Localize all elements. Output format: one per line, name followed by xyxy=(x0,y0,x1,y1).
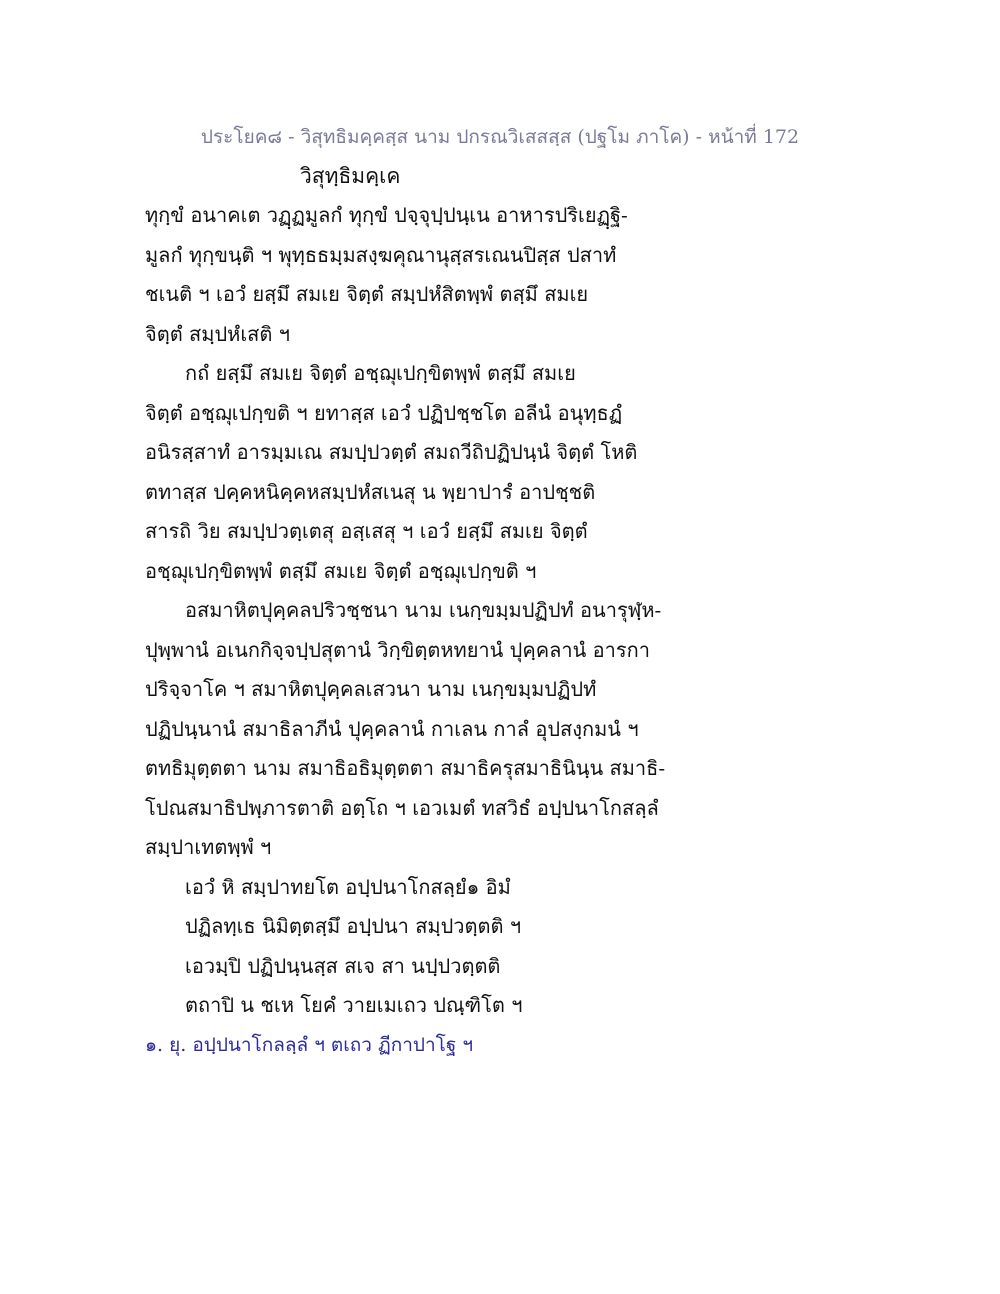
text-line: จิตฺตํ อชฺฌุเปกฺขติ ฯ ยทาสฺส เอวํ ปฏิปชฺชโต อลีนํ อนุทฺธฏํ xyxy=(145,400,623,425)
text-line: ปฏิปนฺนานํ สมาธิลาภีนํ ปุคฺคลานํ กาเลน กาลํ อุปสงฺกมนํ ฯ xyxy=(145,716,639,741)
text-line: ตทธิมุตฺตตา นาม สมาธิอธิมุตฺตตา สมาธิครุสมาธินินฺน สมาธิ- xyxy=(145,756,666,780)
footnote: ๑. ยุ. อปฺปนาโกลลฺลํ ฯ ตเถว ฏีกาปาโฐ ฯ xyxy=(145,1034,474,1056)
verse-line: ปฏิลทฺเธ นิมิตฺตสฺมึ อปฺปนา สมฺปวตฺตติ ฯ xyxy=(185,914,522,938)
text-line: ตทาสฺส ปคฺคหนิคฺคหสมฺปหํสเนสุ น พฺยาปารํ อาปชฺชติ xyxy=(145,479,596,504)
text-line: ทุกฺขํ อนาคเต วฏฺฏมูลกํ ทุกฺขํ ปจฺจุปฺปนฺเน อาหารปริเยฏฺฐิ- xyxy=(145,203,628,227)
text-line: อนิรสฺสาทํ อารมฺมเณ สมปฺปวตฺตํ สมถวีถิปฏิปนฺนํ จิตฺตํ โหติ xyxy=(145,440,638,464)
body-text xyxy=(145,196,865,1026)
text-line: ปุพฺพานํ อเนกกิจฺจปฺปสุตานํ วิกฺขิตฺตหทยานํ ปุคฺคลานํ อารกา xyxy=(145,637,650,662)
text-line: อสมาหิตปุคฺคลปริวชฺชนา นาม เนกฺขมฺมปฏิปทํ อนารุฬฺห- xyxy=(185,598,662,622)
text-line: ชเนติ ฯ เอวํ ยสฺมึ สมเย จิตฺตํ สมฺปหํสิตพฺพํ ตสฺมึ สมเย xyxy=(145,282,589,306)
text-line: ปริจฺจาโค ฯ สมาหิตปุคฺคลเสวนา นาม เนกฺขมฺมปฏิปทํ xyxy=(145,677,597,701)
section-title: วิสุทฺธิมคฺเค xyxy=(300,164,401,188)
text-line: สารถิ วิย สมปฺปวตฺเตสุ อสฺเสสุ ฯ เอวํ ยสฺมึ สมเย จิตฺตํ xyxy=(145,519,588,543)
text-line: โปณสมาธิปพฺภารตาติ อตฺโถ ฯ เอวเมตํ ทสวิธํ อปฺปนาโกสลฺลํ xyxy=(145,795,659,820)
text-line: กถํ ยสฺมึ สมเย จิตฺตํ อชฺฌุเปกฺขิตพฺพํ ตสฺมึ สมเย xyxy=(185,361,576,385)
text-line: อชฺฌุเปกฺขิตพฺพํ ตสฺมึ สมเย จิตฺตํ อชฺฌุเปกฺขติ ฯ xyxy=(145,558,537,583)
verse-line: เอวํ หิ สมฺปาทยโต อปฺปนาโกสลฺยํ๑ อิมํ xyxy=(185,874,511,899)
verse-line: ตถาปิ น ชเห โยคํ วายเมเถว ปณฺฑิโต ฯ xyxy=(185,993,523,1017)
text-line: จิตฺตํ สมฺปหํเสติ ฯ xyxy=(145,321,290,346)
verse-line: เอวมฺปิ ปฏิปนฺนสฺส สเจ สา นปฺปวตฺตติ xyxy=(185,953,501,978)
running-header: ประโยค๘ - วิสุทธิมคฺคสฺส นาม ปกรณวิเสสสฺส (ปฐโม ภาโค) - หน้าที่ 172 xyxy=(200,126,800,148)
text-line: สมฺปาเทตพฺพํ ฯ xyxy=(145,835,272,859)
text-line: มูลกํ ทุกฺขนฺติ ฯ พุทฺธธมฺมสงฺฆคุณานุสฺสรเณนปิสฺส ปสาทํ xyxy=(145,242,617,267)
